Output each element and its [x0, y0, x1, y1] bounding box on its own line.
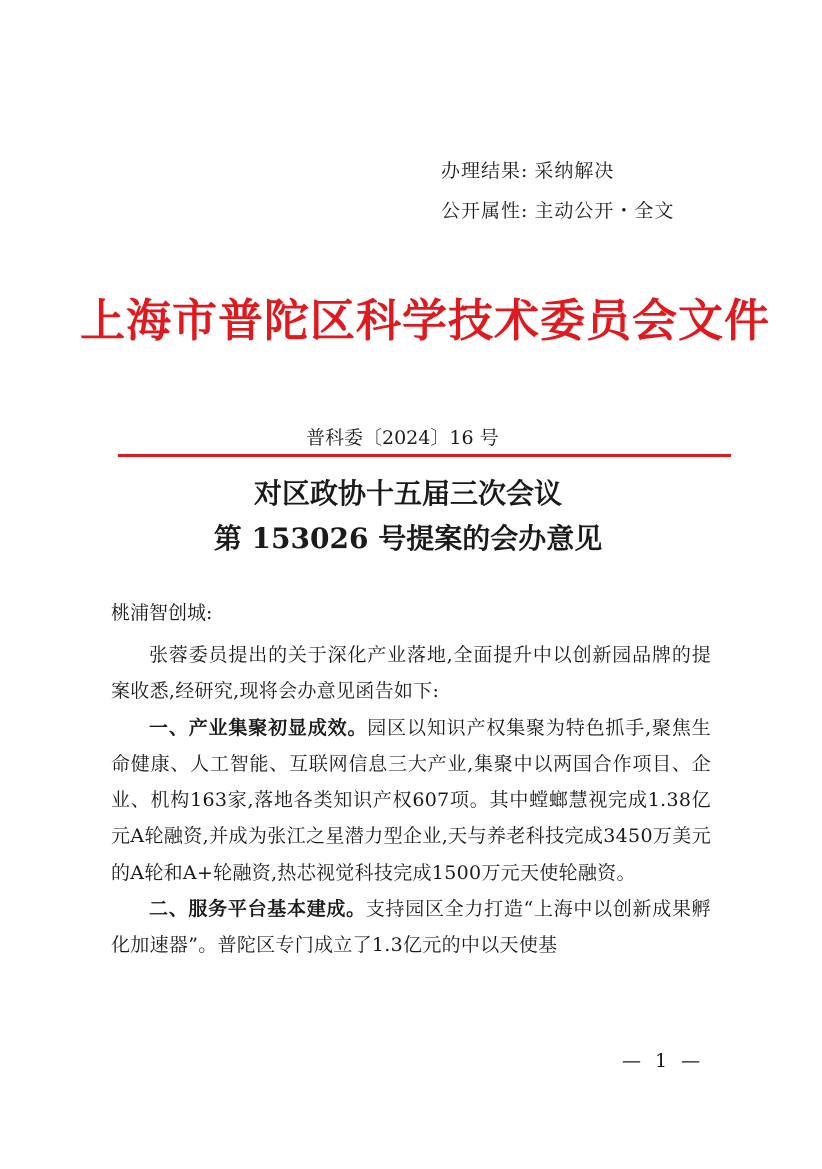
document-body — [111, 637, 711, 964]
section-body-platform: 支持园区全力打造“上海中以创新成果孵化加速器”。普陀区专门成立了1.3亿元的中以天使基 — [111, 898, 711, 957]
document-number: 普科委〔2024〕16 号 — [306, 427, 499, 449]
paragraph-platform — [111, 891, 711, 964]
recipient: 桃浦智创城: — [111, 602, 213, 624]
page-number: — 1 — — [622, 1050, 705, 1072]
section-heading-industry: 一、产业集聚初显成效。 — [149, 716, 368, 739]
section-body-industry: 园区以知识产权集聚为特色抓手,聚焦生命健康、人工智能、互联网信息三大产业,集聚中以两国合作项目、企业、机构163家,落地各类知识产权607项。其中螳螂慧视完成1.38亿元A轮融资,并成为张江之星潜力型企业,天与养老科技完成3450万美元的A轮和A+轮融资,热芯视觉科技完成1500万元天使轮融资。 — [111, 716, 711, 884]
document-title-line-2: 第 153026 号提案的会办意见 — [213, 522, 603, 555]
paragraph-industry — [111, 710, 711, 891]
red-divider — [118, 454, 731, 457]
paragraph-intro: 张蓉委员提出的关于深化产业落地,全面提升中以创新园品牌的提案收悉,经研究,现将会办意见函告如下: — [111, 644, 711, 703]
issuer-header: 上海市普陀区科学技术委员会文件 — [79, 294, 770, 347]
disclosure-value: 主动公开・全文 — [534, 200, 675, 222]
section-heading-platform: 二、服务平台基本建成。 — [149, 898, 366, 921]
disclosure-attribute — [441, 196, 674, 223]
disclosure-label: 公开属性: — [441, 200, 529, 222]
handling-result — [441, 156, 614, 183]
handling-result-label: 办理结果: — [441, 160, 529, 182]
document-title-line-1: 对区政协十五届三次会议 — [253, 477, 562, 510]
handling-result-value: 采纳解决 — [534, 160, 615, 182]
